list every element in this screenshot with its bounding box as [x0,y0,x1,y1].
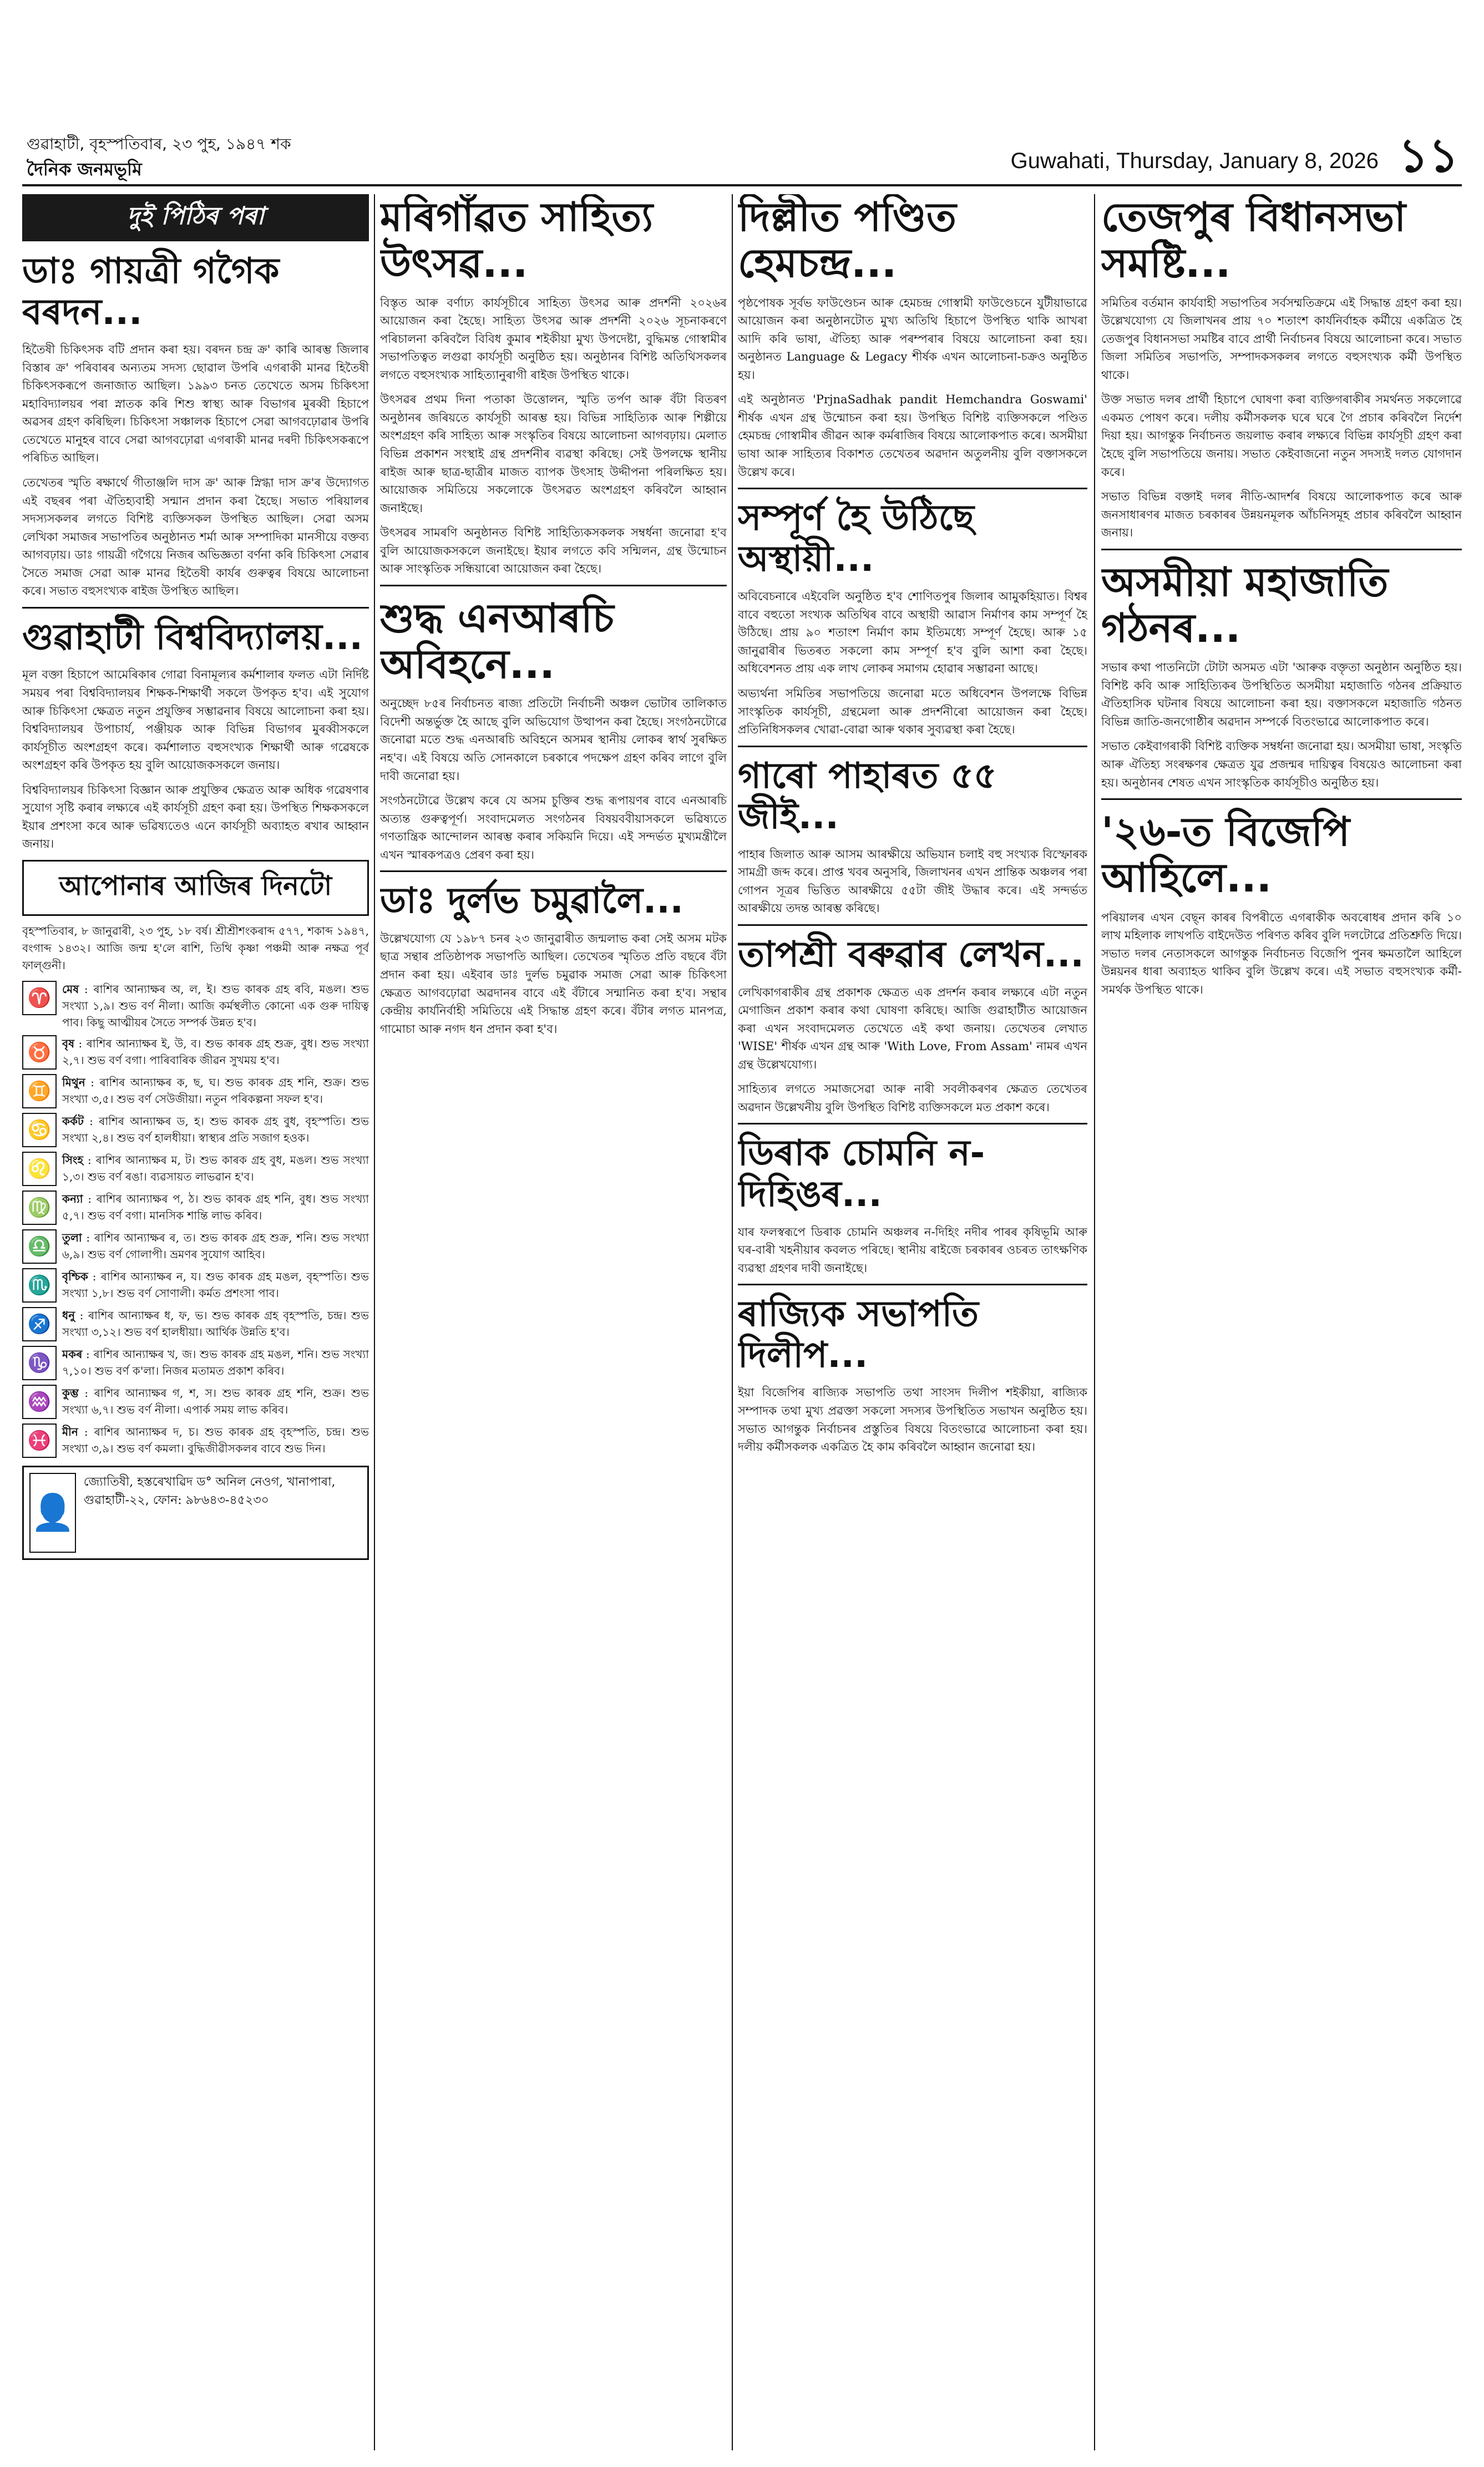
horoscope-text: কৰ্কট : ৰাশিৰ আন্যাক্ষৰ ড, হ। শুভ কাৰক গ্ৰহ বুধ, বৃহস্পতি। শুভ সংখ্যা ২,৪। শুভ বৰ্ণ হালধীয়া। স্বাস্থ্যৰ প্ৰতি সজাগ হওক। [62,1114,369,1144]
zodiac-icon: ♈ [22,981,57,1015]
horoscope-sign [22,981,369,1031]
article-body: সভাত বিভিন্ন বক্তাই দলৰ নীতি-আদৰ্শৰ বিষয়ে আলোকপাত কৰে আৰু জনসাধাৰণৰ মাজত চৰকাৰৰ উন্নয়নমূলক আঁচনিসমূহ প্ৰচাৰ কৰিবলৈ আহ্বান জনায়। [1101,490,1462,540]
sign-forecast: ৰাশিৰ আন্যাক্ষৰ ৰ, ত। শুভ কাৰক গ্ৰহ শুক্ৰ, শনি। শুভ সংখ্যা ৬,৯। শুভ বৰ্ণ গোলাপী। ভ্ৰমণৰ সুযোগ আহিব। [62,1230,369,1261]
column-3 [738,194,1087,2450]
headline-temporary-camp: সম্পূৰ্ণ হৈ উঠিছে অস্থায়ী... [738,498,975,580]
sign-forecast: ৰাশিৰ আন্যাক্ষৰ দ, চ। শুভ কাৰক গ্ৰহ বৃহস্পতি, চন্দ্ৰ। শুভ সংখ্যা ৩,৯। শুভ বৰ্ণ কমলা। বুদ্ধিজীৱীসকলৰ বাবে শুভ দিন। [62,1425,369,1455]
horoscope-sign [22,1113,369,1147]
sign-forecast: ৰাশিৰ আন্যাক্ষৰ গ, শ, স। শুভ কাৰক গ্ৰহ শনি, শুক্ৰ। শুভ সংখ্যা ৬,৭। শুভ বৰ্ণ নীলা। এপাৰ্ক সময় লাভ কৰিব। [62,1386,369,1416]
article-body: বিশ্ববিদ্যালয়ৰ চিকিৎসা বিজ্ঞান আৰু প্ৰযুক্তিৰ ক্ষেত্ৰত আৰু অধিক গৱেষণাৰ সুযোগ সৃষ্টি কৰাৰ লক্ষ্যৰে এই কাৰ্যসূচী গ্ৰহণ কৰা হয়। উপস্থিত শিক্ষকসকলে ইয়াৰ প্ৰশংসা কৰে আৰু ভৱিষ্যতেও এনে কাৰ্যসূচী অব্যাহত ৰখাৰ আহ্বান জনায়। [22,783,369,851]
headline-gayatri-gogoi: ডাঃ গায়ত্ৰী গগৈক বৰদন... [22,251,280,333]
divider [22,607,369,609]
column-1 [22,194,369,2450]
article-body: উৎসৱৰ প্ৰথম দিনা পতাকা উত্তোলন, স্মৃতি তৰ্পণ আৰু বঁটা বিতৰণ অনুষ্ঠানৰ জৰিয়তে কাৰ্যসূচী আৰম্ভ হয়। বিভিন্ন সাহিত্যিক আৰু শিল্পীয়ে অংশগ্ৰহণ কৰি সাহিত্য আৰু সংস্কৃতিৰ বিষয়ে আলোচনা আগবঢ়ায়। মেলাত বিভিন্ন প্ৰকাশন সংস্থাই গ্ৰন্থ প্ৰদৰ্শনীৰ ব্যৱস্থা কৰিছে। সেই উপলক্ষে স্থানীয় ৰাইজ আৰু ছাত্ৰ-ছাত্ৰীৰ মাজত ব্যাপক উৎসাহ উদ্দীপনা পৰিলক্ষিত হয়। আয়োজক সমিতিয়ে সকলোকে উৎসৱত অংশগ্ৰহণ কৰিবলৈ আহ্বান জনাইছে। [380,393,727,515]
zodiac-icon: ♐ [22,1307,57,1341]
headline-dirak-chomoni: ডিৰাক চোমনি ন-দিহিঙৰ... [738,1133,985,1215]
zodiac-icon: ♍ [22,1191,57,1225]
article-body: এই অনুষ্ঠানত 'PrjnaSadhak pandit Hemchandra Goswami' শীৰ্ষক এখন গ্ৰন্থ উন্মোচন কৰা হয়। উপস্থিত বিশিষ্ট ব্যক্তিসকলে পণ্ডিত হেমচন্দ্ৰ গোস্বামীৰ জীৱন আৰু কৰ্মৰাজিৰ বিষয়ে আলোকপাত কৰে। অসমীয়া ভাষা আৰু সাহিত্যৰ বিকাশত তেখেতৰ অৱদান অতুলনীয় বুলি বক্তাসকলে উল্লেখ কৰে। [738,393,1087,479]
headline-durlabh-chamuah: ডাঃ দুৰ্লভ চমুৱালৈ... [380,880,683,922]
zodiac-icon: ♌ [22,1152,57,1186]
masthead-date-english: Guwahati, Thursday, January 8, 2026 [1010,149,1379,173]
article-body: সংগঠনটোৱে উল্লেখ কৰে যে অসম চুক্তিৰ শুদ্ধ ৰূপায়ণৰ বাবে এনআৰচি অত্যন্ত গুৰুত্বপূৰ্ণ। সংবাদমেলত সংগঠনৰ বিষয়ববীয়াসকলে ভৱিষ্যতে গণতান্ত্ৰিক আন্দোলন আৰম্ভ কৰাৰ সকিয়নি দিয়ে। এই সন্দৰ্ভত মুখ্যমন্ত্ৰীলৈ এখন স্মাৰকপত্ৰও প্ৰেৰণ কৰা হয়। [380,794,727,862]
sign-name: ধনু [62,1308,75,1322]
sign-name: কন্যা [62,1192,83,1205]
sign-forecast: ৰাশিৰ আন্যাক্ষৰ খ, জ। শুভ কাৰক গ্ৰহ মঙল, শনি। শুভ সংখ্যা ৭,১০। শুভ বৰ্ণ ক'লা। নিজৰ মতামত প্ৰকাশ কৰিব। [62,1347,369,1377]
horoscope-sign [22,1385,369,1419]
zodiac-icon: ♊ [22,1074,57,1108]
horoscope-intro: বৃহস্পতিবাৰ, ৮ জানুৱাৰী, ২৩ পুহ, ১৮ বৰ্ষ। শ্ৰীশ্ৰীশংকৰাব্দ ৫৭৭, শকাব্দ ১৯৪৭, বংগাব্দ ১৪৩২। আজি জন্ম হ'লে ৰাশি, তিথি কৃষ্ণা পঞ্চমী আৰু নক্ষত্ৰ পূৰ্ব ফাল্গুনী। [22,924,369,972]
headline-nrc: শুদ্ধ এনআৰচি অবিহনে... [380,594,614,687]
sign-forecast: ৰাশিৰ আন্যাক্ষৰ ধ, ফ, ভ। শুভ কাৰক গ্ৰহ বৃহস্পতি, চন্দ্ৰ। শুভ সংখ্যা ৩,১২। শুভ বৰ্ণ হালধীয়া। আৰ্থিক উন্নতি হ'ব। [62,1308,369,1339]
article-body: পৃষ্ঠপোষক সূৰ্বভ ফাউণ্ডেচন আৰু হেমচন্দ্ৰ গোস্বামী ফাউণ্ডেচনে যুটীয়াভাৱে আয়োজন কৰা অনুষ্ঠানটোত মুখ্য অতিথি হিচাপে উপস্থিত থাকি আখৰা আদি কৰি ভাষা, ঐতিহ্য আৰু পৰম্পৰাৰ বিষয়ে আলোচনা কৰা হয়। অনুষ্ঠানত Language & Legacy শীৰ্ষক এখন আলোচনা-চক্ৰও অনুষ্ঠিত হয়। [738,296,1087,382]
article-body: মূল বক্তা হিচাপে আমেৰিকাৰ গোৱা বিনামূল্যৰ কৰ্মশালাৰ ফলত এটা নিৰ্দিষ্ট সময়ৰ পৰা বিশ্ববিদ্যালয়ৰ শিক্ষক-শিক্ষাৰ্থী সকলে উপকৃত হ'ব। এই সুযোগ আৰু চিকিৎসা ক্ষেত্ৰত নতুন প্ৰযুক্তিৰ সম্ভাৱনাৰ বিষয়ে আলোচনা কৰা হয়। বিশ্ববিদ্যালয়ৰ উপাচাৰ্য, পঞ্জীয়ক আৰু বিভিন্ন বিভাগৰ মুৰব্বীসকলে কাৰ্যসূচীত অংশগ্ৰহণ কৰে। কৰ্মশালাত বহুসংখ্যক শিক্ষাৰ্থী আৰু গৱেষকে অংশগ্ৰহণ কৰি উপকৃত হয় বুলি আয়োজকসকলে জনায়। [22,668,369,772]
column-divider [732,194,733,2450]
article-body: উল্লেখযোগ্য যে ১৯৮৭ চনৰ ২৩ জানুৱাৰীত জন্মলাভ কৰা সেই অসম মটক ছাত্ৰ সন্থাৰ প্ৰতিষ্ঠাপক সভাপতি আছিল। তেখেতৰ স্মৃতিত প্ৰতি বছৰে বঁটা প্ৰদান কৰা হয়। এইবাৰ ডাঃ দুৰ্লভ চমুৱাক সমাজ সেৱা আৰু চিকিৎসা ক্ষেত্ৰত আগবঢ়োৱা অৱদানৰ বাবে এই বঁটাৰে সন্মানিত কৰা হ'ব। সন্থাৰ কেন্দ্ৰীয় কাৰ্যনিৰ্বাহী সমিতিয়ে এই সিদ্ধান্ত গ্ৰহণ কৰে। বঁটাৰ লগত মানপত্ৰ, গামোচা আৰু নগদ ধন প্ৰদান কৰা হ'ব। [380,931,727,1036]
zodiac-icon: ♑ [22,1346,57,1380]
horoscope-sign [22,1074,369,1108]
horoscope-sign [22,1229,369,1264]
column-2 [380,194,727,2450]
horoscope-sign [22,1268,369,1303]
article-body: পৰিয়ালৰ এখন বেছ্ন কাৰৰ বিপৰীতে এগৰাকীক অবৰোধৰ প্ৰদান কৰি ১০ লাখ মহিলাক লাখপতি বাইদেউত পৰিণত কৰিব বুলি দলটোৱে প্ৰতিশ্ৰুতি দিয়ে। সভাত দলৰ নেতাসকলে আগন্তুক নিৰ্বাচনত বিজেপি পুনৰ ক্ষমতালৈ আহিলে উন্নয়নৰ ধাৰা অব্যাহত থাকিব বুলি উল্লেখ কৰে। এই সভাত বহুসংখ্যক কৰ্মী-সমৰ্থক উপস্থিত থাকে। [1101,910,1462,996]
horoscope-text: কুম্ভ : ৰাশিৰ আন্যাক্ষৰ গ, শ, স। শুভ কাৰক গ্ৰহ শনি, শুক্ৰ। শুভ সংখ্যা ৬,৭। শুভ বৰ্ণ নীলা। এপাৰ্ক সময় লাভ কৰিব। [62,1386,369,1416]
horoscope-text: বৃষ : ৰাশিৰ আন্যাক্ষৰ ই, উ, ব। শুভ কাৰক গ্ৰহ শুক্ৰ, বুধ। শুভ সংখ্যা ২,৭। শুভ বৰ্ণ বগা। পাৰিবাৰিক জীৱন সুখময় হ'ব। [62,1036,369,1067]
horoscope-sign [22,1191,369,1225]
horoscope-text: বৃশ্চিক : ৰাশিৰ আন্যাক্ষৰ ন, য। শুভ কাৰক গ্ৰহ মঙল, বৃহস্পতি। শুভ সংখ্যা ১,৮। শুভ বৰ্ণ সোণালী। কৰ্মত প্ৰশংসা পাব। [62,1269,369,1300]
horoscope-text: মকৰ : ৰাশিৰ আন্যাক্ষৰ খ, জ। শুভ কাৰক গ্ৰহ মঙল, শনি। শুভ সংখ্যা ৭,১০। শুভ বৰ্ণ ক'লা। নিজৰ মতামত প্ৰকাশ কৰিব। [62,1347,369,1377]
column-divider [1094,194,1095,2450]
sign-name: বৃশ্চিক [62,1269,88,1283]
article-body: পাহাৰ জিলাত আৰু আসম আৰক্ষীয়ে অভিযান চলাই বহু সংখ্যক বিস্ফোৰক সামগ্ৰী জব্দ কৰে। প্ৰাপ্ত খবৰ অনুসৰি, জিলাখনৰ এখন প্ৰান্তিক অঞ্চলৰ পৰা গোপন সূত্ৰৰ ভিত্তিত আৰক্ষীয়ে ৫৫টা জীই উদ্ধাৰ কৰে। এই সন্দৰ্ভত আৰক্ষীয়ে তদন্ত আৰম্ভ কৰিছে। [738,847,1087,915]
sign-name: তুলা [62,1230,82,1244]
paper-name: দৈনিক জনমভূমি [27,159,142,180]
article-body: সমিতিৰ বৰ্তমান কাৰ্যবাহী সভাপতিৰ সৰ্বসম্মতিক্ৰমে এই সিদ্ধান্ত গ্ৰহণ কৰা হয়। উল্লেখযোগ্য যে জিলাখনৰ প্ৰায় ৭০ শতাংশ কাৰ্যনিৰ্বাহক কৰ্মীয়ে একত্ৰিত হৈ তেজপুৰ বিধানসভা সমষ্টিৰ বাবে প্ৰাৰ্থী নিৰ্বাচনৰ বিষয়ে আলোচনা কৰে। সভাত জিলা সমিতিৰ সভাপতি, সম্পাদকসকলৰ লগতে বহুসংখ্যক কৰ্মী উপস্থিত থাকে। [1101,296,1462,382]
horoscope-text: মেষ : ৰাশিৰ আন্যাক্ষৰ অ, ল, ই। শুভ কাৰক গ্ৰহ ৰবি, মঙল। শুভ সংখ্যা ১,৯। শুভ বৰ্ণ নীলা। আজি কৰ্মস্থলীত কোনো এক গুৰু দায়িত্ব পাব। কিছু আত্মীয়ৰ সৈতে সম্পৰ্ক উন্নত হ'ব। [62,982,369,1029]
article-body: যাৰ ফলস্বৰূপে ডিৰাক চোমনি অঞ্চলৰ ন-দিহিং নদীৰ পাৰৰ কৃষিভূমি আৰু ঘৰ-বাৰী খহনীয়াৰ কবলত পৰিছে। স্থানীয় ৰাইজে চৰকাৰৰ ওচৰত তাৎক্ষণিক ব্যৱস্থা গ্ৰহণৰ দাবী জনাইছে। [738,1225,1087,1275]
horoscope-text: মিথুন : ৰাশিৰ আন্যাক্ষৰ ক, ছ, ঘ। শুভ কাৰক গ্ৰহ শনি, শুক্ৰ। শুভ সংখ্যা ৩,৫। শুভ বৰ্ণ সেউজীয়া। নতুন পৰিকল্পনা সফল হ'ব। [62,1075,369,1106]
divider [380,585,727,586]
astrologer-card [22,1466,369,1560]
horoscope-list [22,981,369,1458]
article-body: হিতৈষী চিকিৎসক বটি প্ৰদান কৰা হয়। বৰদন চন্দ্ৰ ক্ৰ' কাৰি আৰম্ভ জিলাৰ বিস্তাৰ ক্ৰ' পৰিবাৰৰ অন্যতম সদস্য ছোৱাল উপৰি এগৰাকী মানৱ হিতৈষী চিকিৎসকৰূপে জনাজাত আছিল। ১৯৯৩ চনত তেখেতে অসম চিকিৎসা মহাবিদ্যালয়ৰ পৰা স্নাতক কৰি শিশু স্বাস্থ্য আৰু বিভাগৰ মুৰব্বী হিচাপে অৱসৰ গ্ৰহণ কৰিছিল। চিকিৎসা সঞ্চালক হিচাপে সেৱা আগবঢ়োৱাৰ উপৰি তেখেতে মানুহৰ বাবে সেৱা আগবঢ়োৱা এগৰাকী মানৱ দৰদী চিকিৎসকৰূপে পৰিচিত আছিল। [22,343,369,465]
sign-name: সিংহ [62,1153,84,1167]
zodiac-icon: ♒ [22,1385,57,1419]
headline-guwahati-university: গুৱাহাটী বিশ্ববিদ্যালয়... [22,616,363,658]
article-body: উক্ত সভাত দলৰ প্ৰাৰ্থী হিচাপে ঘোষণা কৰা ব্যক্তিগৰাকীৰ সমৰ্থনত সকলোৱে একমত পোষণ কৰে। দলীয় কৰ্মীসকলক ঘৰে ঘৰে গৈ প্ৰচাৰ কৰিবলৈ নিৰ্দেশ দিয়া হয়। আগন্তুক নিৰ্বাচনত জয়লাভ কৰাৰ লক্ষ্যৰে বিভিন্ন কাৰ্যসূচী গ্ৰহণ কৰা হৈছে বুলি সভাপতিয়ে জনায়। সভাত কেইবাজনো নতুন সদস্যই দলত যোগদান কৰে। [1101,393,1462,479]
headline-assamese-nation: অসমীয়া মহাজাতি গঠনৰ... [1101,558,1389,651]
divider [738,488,1087,489]
astrologer-info: জ্যোতিষী, হস্তৰেখাৱিদ ড° অনিল নেওগ, খানাপাৰা, গুৱাহাটী-২২, ফোন: ৯৮৬৪৩-৪৫২৩০ [83,1475,336,1507]
masthead-date-assamese: গুৱাহাটী, বৃহস্পতিবাৰ, ২৩ পুহ, ১৯৪৭ শক [27,135,291,153]
masthead-rule [22,184,1462,186]
article-body: বিস্তৃত আৰু বৰ্ণাঢ্য কাৰ্যসূচীৰে সাহিত্য উৎসৱ আৰু প্ৰদৰ্শনী ২০২৬ৰ আয়োজন কৰা হৈছে। সাহিত্য উৎসৱ আৰু প্ৰদৰ্শনী ২০২৬ সূচনাকৰণে পৰিচালনা কৰিবলৈ বিবিধ কুমাৰ শইকীয়া মুখ্য উপদেষ্টা, বুদ্ধিমন্ত গোস্বামীৰ সভাপতিত্বত লগুৱা কাৰ্যসূচী অনুষ্ঠিত হয়। অনুষ্ঠানৰ বিশিষ্ট অতিথিসকলৰ লগতে বহুসংখ্যক সাহিত্যানুৰাগী ৰাইজ উপস্থিত থাকে। [380,296,727,382]
article-body: লেখিকাগৰাকীৰ গ্ৰন্থ প্ৰকাশক ক্ষেত্ৰত এক প্ৰদৰ্শন কৰাৰ লক্ষ্যৰে এটা নতুন মেগাজিন প্ৰকাশ কৰাৰ কথা ঘোষণা কৰিছে। আজি গুৱাহাটীত আয়োজন কৰা এখন সংবাদমেলত তেখেতে এই কথা জনায়। তেখেতৰ লেখাত 'WISE' শীৰ্ষক এখন গ্ৰন্থ আৰু 'With Love, From Assam' নামৰ এখন গ্ৰন্থ উল্লেখযোগ্য। [738,985,1087,1071]
zodiac-icon: ♎ [22,1229,57,1264]
column-divider [374,194,375,2450]
sign-forecast: ৰাশিৰ আন্যাক্ষৰ ন, য। শুভ কাৰক গ্ৰহ মঙল, বৃহস্পতি। শুভ সংখ্যা ১,৮। শুভ বৰ্ণ সোণালী। কৰ্মত প্ৰশংসা পাব। [62,1269,369,1300]
article-body: তেখেতৰ স্মৃতি ৰক্ষাৰ্থে গীতাঞ্জলি দাস ক্ৰ' আৰু স্নিগ্ধা দাস ক্ৰ'ৰ উদ্যোগত এই বছৰৰ পৰা ঐতিহ্যবাহী সন্মান প্ৰদান কৰা হৈছে। সভাত পৰিয়ালৰ সদস্যসকলৰ লগতে বিশিষ্ট ব্যক্তিসকল উপস্থিত আছিল। সেৱা অসম লেখিকা সমাজৰ সভাপতিৰ অনুষ্ঠানত শৰ্মা আৰু সম্পাদিকা মানসীয়ে বক্তব্য আগবঢ়ায়। ডাঃ গায়ত্ৰী গগৈয়ে নিজৰ অভিজ্ঞতা বৰ্ণনা কৰি চিকিৎসা সেৱাৰ সৈতে সমাজ সেৱা আৰু মানৱ হিতৈষী কাৰ্যৰ গুৰুত্বৰ বিষয়ে আলোচনা কৰে। সভাত বহুসংখ্যক ৰাইজ উপস্থিত আছিল। [22,476,369,598]
article-body: উৎসৱৰ সামৰণি অনুষ্ঠানত বিশিষ্ট সাহিত্যিকসকলক সম্বৰ্ধনা জনোৱা হ'ব বুলি আয়োজকসকলে জনাইছে। ইয়াৰ লগতে কবি সন্মিলন, গ্ৰন্থ উন্মোচন আৰু সাংস্কৃতিক সন্ধিয়াৰো আয়োজন কৰা হৈছে। [380,526,727,576]
headline-dilip-saikia: ৰাজ্যিক সভাপতি দিলীপ... [738,1294,979,1376]
zodiac-icon: ♋ [22,1113,57,1147]
article-body: ইয়া বিজেপিৰ ৰাজ্যিক সভাপতি তথা সাংসদ দিলীপ শইকীয়া, ৰাজ্যিক সম্পাদক তথা মুখ্য প্ৰৱক্তা সকলো সদস্যৰ উপস্থিতিত সভাখন অনুষ্ঠিত হয়। সভাত আগন্তুক নিৰ্বাচনৰ প্ৰস্তুতিৰ বিষয়ে বিতংভাৱে আলোচনা কৰা হয়। দলীয় কৰ্মীসকলক একত্ৰিত হৈ কাম কৰিবলৈ আহ্বান জনোৱা হয়। [738,1386,1087,1454]
divider [380,870,727,872]
horoscope-sign [22,1152,369,1186]
headline-hemchandra-delhi: দিল্লীত পণ্ডিত হেমচন্দ্ৰ... [738,194,956,286]
sign-name: মিথুন [62,1075,85,1089]
divider [1101,549,1462,550]
divider [738,924,1087,926]
sign-name: মেষ [62,982,79,996]
page-number: ১১ [1398,128,1459,183]
sign-forecast: ৰাশিৰ আন্যাক্ষৰ ক, ছ, ঘ। শুভ কাৰক গ্ৰহ শনি, শুক্ৰ। শুভ সংখ্যা ৩,৫। শুভ বৰ্ণ সেউজীয়া। নতুন পৰিকল্পনা সফল হ'ব। [62,1075,369,1106]
horoscope-text: সিংহ : ৰাশিৰ আন্যাক্ষৰ ম, ট। শুভ কাৰক গ্ৰহ বুধ, মঙল। শুভ সংখ্যা ১,৩। শুভ বৰ্ণ ৰঙা। ব্যৱসায়ত লাভৱান হ'ব। [62,1153,369,1183]
zodiac-icon: ♓ [22,1424,57,1458]
horoscope-sign [22,1307,369,1341]
sign-forecast: ৰাশিৰ আন্যাক্ষৰ অ, ল, ই। শুভ কাৰক গ্ৰহ ৰবি, মঙল। শুভ সংখ্যা ১,৯। শুভ বৰ্ণ নীলা। আজি কৰ্মস্থলীত কোনো এক গুৰু দায়িত্ব পাব। কিছু আত্মীয়ৰ সৈতে সম্পৰ্ক উন্নত হ'ব। [62,982,369,1029]
article-body: অবিবেচনাৰে এইবেলি অনুষ্ঠিত হ'ব শোণিতপুৰ জিলাৰ আমুকহিয়াত। বিশ্বৰ বাবে বহুতো সংখ্যক অতিথিৰ বাবে অস্থায়ী আৱাস নিৰ্মাণৰ কাম সম্পূৰ্ণ হৈ উঠিছে। প্ৰায় ৯০ শতাংশ নিৰ্মাণ কাম ইতিমধ্যে সম্পূৰ্ণ হৈছে। আৰু ১৫ জানুৱাৰীৰ ভিতৰত সকলো কাম সম্পূৰ্ণ হ'ব বুলি আশা কৰা হৈছে। অধিবেশনত প্ৰায় এক লাখ লোকৰ সমাগম হোৱাৰ সম্ভাৱনা আছে। [738,590,1087,676]
sign-name: বৃষ [62,1036,75,1050]
headline-tapashree-baruah: তাপশ্ৰী বৰুৱাৰ লেখন... [738,934,1084,975]
astrologer-photo: 👤 [29,1473,76,1553]
sign-name: কুম্ভ [62,1386,79,1400]
article-body: অনুচ্ছেদ ৮৫ৰ নিৰ্বাচনত ৰাজ্য প্ৰতিটো নিৰ্বাচনী অঞ্চল ভোটাৰ তালিকাত বিদেশী অন্তৰ্ভুক্ত হৈ আছে বুলি অভিযোগ উত্থাপন কৰা হৈছে। সংগঠনটোৱে জনোৱা মতে শুদ্ধ এনআৰচি অবিহনে অসমৰ স্থানীয় লোকৰ স্বাৰ্থ সুৰক্ষিত নহ'ব। এই বিষয়ে অতি সোনকালে চৰকাৰে পদক্ষেপ গ্ৰহণ কৰিব লাগে বুলি দাবী জনোৱা হয়। [380,697,727,783]
headline-garo-hills: গাৰো পাহাৰত ৫৫ জীই... [738,755,997,838]
horoscope-text: তুলা : ৰাশিৰ আন্যাক্ষৰ ৰ, ত। শুভ কাৰক গ্ৰহ শুক্ৰ, শনি। শুভ সংখ্যা ৬,৯। শুভ বৰ্ণ গোলাপী। ভ্ৰমণৰ সুযোগ আহিব। [62,1230,369,1261]
headline-tezpur-constituency: তেজপুৰ বিধানসভা সমষ্টি... [1101,194,1406,286]
sign-forecast: ৰাশিৰ আন্যাক্ষৰ ই, উ, ব। শুভ কাৰক গ্ৰহ শুক্ৰ, বুধ। শুভ সংখ্যা ২,৭। শুভ বৰ্ণ বগা। পাৰিবাৰিক জীৱন সুখময় হ'ব। [62,1036,369,1067]
divider [738,746,1087,747]
article-body: সভাত কেইবাগৰাকী বিশিষ্ট ব্যক্তিক সম্বৰ্ধনা জনোৱা হয়। অসমীয়া ভাষা, সংস্কৃতি আৰু ঐতিহ্য সংৰক্ষণৰ ক্ষেত্ৰত যুৱ প্ৰজন্মৰ দায়িত্বৰ বিষয়েও আলোচনা কৰা হয়। অনুষ্ঠানৰ শেষত এখন সাংস্কৃতিক কাৰ্যসূচীও অনুষ্ঠিত হয়। [1101,739,1462,789]
sign-forecast: ৰাশিৰ আন্যাক্ষৰ ম, ট। শুভ কাৰক গ্ৰহ বুধ, মঙল। শুভ সংখ্যা ১,৩। শুভ বৰ্ণ ৰঙা। ব্যৱসায়ত লাভৱান হ'ব। [62,1153,369,1183]
headline-bjp-2026: '২৬-ত বিজেপি আহিলে... [1101,808,1350,901]
horoscope-text: মীন : ৰাশিৰ আন্যাক্ষৰ দ, চ। শুভ কাৰক গ্ৰহ বৃহস্পতি, চন্দ্ৰ। শুভ সংখ্যা ৩,৯। শুভ বৰ্ণ কমলা। বুদ্ধিজীৱীসকলৰ বাবে শুভ দিন। [62,1425,369,1455]
horoscope-sign [22,1424,369,1458]
horoscope-sign [22,1346,369,1380]
sign-forecast: ৰাশিৰ আন্যাক্ষৰ প, ঠ। শুভ কাৰক গ্ৰহ শনি, বুধ। শুভ সংখ্যা ৫,৭। শুভ বৰ্ণ বগা। মানসিক শান্তি লাভ কৰিব। [62,1192,369,1222]
column-4 [1101,194,1462,2450]
article-body: সভাৰ কথা পাতনিটো টোটা অসমত এটা 'আৰুক বক্তৃতা অনুষ্ঠান অনুষ্ঠিত হয়। বিশিষ্ট কবি আৰু সাহিত্যিকৰ উপস্থিতিত অসমীয়া মহাজাতি গঠনৰ প্ৰক্ৰিয়াত ঐতিহাসিক ঘটনাৰ বিষয়ে আলোচনা কৰা হয়। বক্তাসকলে মহাজাতি গঠনত বিভিন্ন জাতি-জনগোষ্ঠীৰ অৱদান সম্পৰ্কে বিতংভাৱে আলোকপাত কৰে। [1101,661,1462,728]
article-body: সাহিত্যৰ লগতে সমাজসেৱা আৰু নাৰী সবলীকৰণৰ ক্ষেত্ৰত তেখেতৰ অৱদান উল্লেখনীয় বুলি উপস্থিত বিশিষ্ট ব্যক্তিসকলে মত প্ৰকাশ কৰে। [738,1082,1087,1114]
divider [738,1284,1087,1285]
horoscope-text: ধনু : ৰাশিৰ আন্যাক্ষৰ ধ, ফ, ভ। শুভ কাৰক গ্ৰহ বৃহস্পতি, চন্দ্ৰ। শুভ সংখ্যা ৩,১২। শুভ বৰ্ণ হালধীয়া। আৰ্থিক উন্নতি হ'ব। [62,1308,369,1339]
horoscope-sign [22,1035,369,1070]
horoscope-title: আপোনাৰ আজিৰ দিনটো [22,860,369,916]
zodiac-icon: ♏ [22,1268,57,1303]
sign-name: মকৰ [62,1347,83,1361]
zodiac-icon: ♉ [22,1035,57,1070]
sign-name: কৰ্কট [62,1114,84,1128]
headline-morigaon-festival: মৰিগাঁৱত সাহিত্য উৎসৱ... [380,194,654,286]
horoscope-text: কন্যা : ৰাশিৰ আন্যাক্ষৰ প, ঠ। শুভ কাৰক গ্ৰহ শনি, বুধ। শুভ সংখ্যা ৫,৭। শুভ বৰ্ণ বগা। মানসিক শান্তি লাভ কৰিব। [62,1192,369,1222]
section-banner: দুই পিঠিৰ পৰা [22,194,369,241]
article-body: অভ্যৰ্থনা সমিতিৰ সভাপতিয়ে জনোৱা মতে অধিবেশন উপলক্ষে বিভিন্ন সাংস্কৃতিক কাৰ্যসূচী, গ্ৰন্থমেলা আৰু প্ৰদৰ্শনীৰো আয়োজন কৰা হৈছে। প্ৰতিনিধিসকলৰ খোৱা-বোৱা আৰু থকাৰ সুব্যৱস্থা কৰা হৈছে। [738,686,1087,737]
divider [1101,798,1462,800]
sign-name: মীন [62,1425,78,1438]
sign-forecast: ৰাশিৰ আন্যাক্ষৰ ড, হ। শুভ কাৰক গ্ৰহ বুধ, বৃহস্পতি। শুভ সংখ্যা ২,৪। শুভ বৰ্ণ হালধীয়া। স্বাস্থ্যৰ প্ৰতি সজাগ হওক। [62,1114,369,1144]
divider [738,1123,1087,1124]
